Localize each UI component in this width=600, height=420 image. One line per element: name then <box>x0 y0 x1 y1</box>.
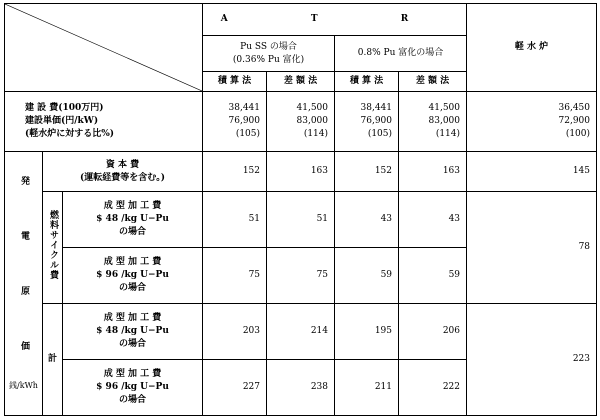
value-cell: 203 <box>203 304 267 360</box>
value-cell: (100) <box>565 129 591 139</box>
construction-col-3 <box>335 92 399 152</box>
case2-header: 0.8% Pu 富化の場合 <box>335 36 467 72</box>
fab-case: の場合 <box>119 395 147 405</box>
atr-header: A T R <box>203 4 467 36</box>
generation-cost-label: 発 電 原 価 <box>19 175 29 368</box>
value-cell: 211 <box>335 360 399 416</box>
unit-construction-cost-label: 建設単価(円/kW) <box>25 116 99 126</box>
fab-title: 成 型 加 工 費 <box>103 313 162 323</box>
fab-case: の場合 <box>119 339 147 349</box>
value-cell: 38,441 <box>360 103 393 113</box>
fab-title: 成 型 加 工 費 <box>103 369 162 379</box>
value-cell: 238 <box>267 360 335 416</box>
value-cell: 83,000 <box>428 116 461 126</box>
fab-title: 成 型 加 工 費 <box>103 201 162 211</box>
case1-line1: Pu SS の場合 <box>240 41 297 52</box>
total-label: 計 <box>47 354 57 364</box>
value-cell: 59 <box>399 248 467 304</box>
value-cell: (105) <box>367 129 393 139</box>
capital-cost-title: 資 本 費 <box>105 159 140 170</box>
value-cell: 78 <box>467 192 597 304</box>
value-cell: 206 <box>399 304 467 360</box>
fuel-cycle-label: 燃料サイクル費 <box>48 210 58 280</box>
fab-case: の場合 <box>119 227 147 237</box>
capital-cost-label <box>43 152 203 192</box>
value-cell: 75 <box>203 248 267 304</box>
value-cell: 38,441 <box>228 103 261 113</box>
fab-price: $ 96 /kg U−Pu <box>96 382 169 392</box>
value-cell: (114) <box>435 129 461 139</box>
value-cell: 43 <box>335 192 399 248</box>
value-cell: 76,900 <box>360 116 393 126</box>
fab-case: の場合 <box>119 283 147 293</box>
value-cell: 51 <box>267 192 335 248</box>
value-cell: (114) <box>303 129 329 139</box>
method-integrated-1: 積 算 法 <box>203 72 267 92</box>
value-cell: 227 <box>203 360 267 416</box>
value-cell: 152 <box>203 152 267 192</box>
value-cell: 223 <box>467 304 597 416</box>
fab-price: $ 48 /kg U−Pu <box>96 326 169 336</box>
fuel-fab96-label <box>63 248 203 304</box>
value-cell: 195 <box>335 304 399 360</box>
generation-cost-unit: 銭/kWh <box>9 380 38 390</box>
construction-col-2 <box>267 92 335 152</box>
construction-labels <box>5 92 203 152</box>
diagonal-corner-cell <box>5 4 203 92</box>
value-cell: 41,500 <box>428 103 461 113</box>
construction-cost-label: 建 設 費(100万円) <box>25 103 104 113</box>
value-cell: 36,450 <box>558 103 591 113</box>
fab-title: 成 型 加 工 費 <box>103 257 162 267</box>
value-cell: 145 <box>467 152 597 192</box>
value-cell: 163 <box>267 152 335 192</box>
lwr-header: 軽 水 炉 <box>467 4 597 92</box>
cost-comparison-table <box>4 3 597 416</box>
fab-price: $ 48 /kg U−Pu <box>96 214 169 224</box>
case1-header <box>203 36 335 72</box>
capital-cost-note: (運転経費等を含む。) <box>79 172 166 183</box>
ratio-to-lwr-label: (軽水炉に対する比%) <box>25 129 115 139</box>
value-cell: (105) <box>235 129 261 139</box>
value-cell: 83,000 <box>296 116 329 126</box>
generation-cost-side-label <box>5 152 43 416</box>
fuel-fab48-label <box>63 192 203 248</box>
case1-line2: (0.36% Pu 富化) <box>232 54 305 65</box>
total-fab48-label <box>63 304 203 360</box>
value-cell: 72,900 <box>558 116 591 126</box>
value-cell: 152 <box>335 152 399 192</box>
total-side-label <box>43 304 63 416</box>
value-cell: 75 <box>267 248 335 304</box>
value-cell: 59 <box>335 248 399 304</box>
method-integrated-2: 積 算 法 <box>335 72 399 92</box>
value-cell: 51 <box>203 192 267 248</box>
value-cell: 76,900 <box>228 116 261 126</box>
value-cell: 41,500 <box>296 103 329 113</box>
construction-col-1 <box>203 92 267 152</box>
value-cell: 43 <box>399 192 467 248</box>
total-fab96-label <box>63 360 203 416</box>
value-cell: 214 <box>267 304 335 360</box>
construction-col-lwr <box>467 92 597 152</box>
fuel-cycle-side-label <box>43 192 63 304</box>
diagonal-line <box>5 4 202 91</box>
value-cell: 222 <box>399 360 467 416</box>
construction-col-4 <box>399 92 467 152</box>
method-difference-2: 差 額 法 <box>399 72 467 92</box>
fab-price: $ 96 /kg U−Pu <box>96 270 169 280</box>
value-cell: 163 <box>399 152 467 192</box>
method-difference-1: 差 額 法 <box>267 72 335 92</box>
